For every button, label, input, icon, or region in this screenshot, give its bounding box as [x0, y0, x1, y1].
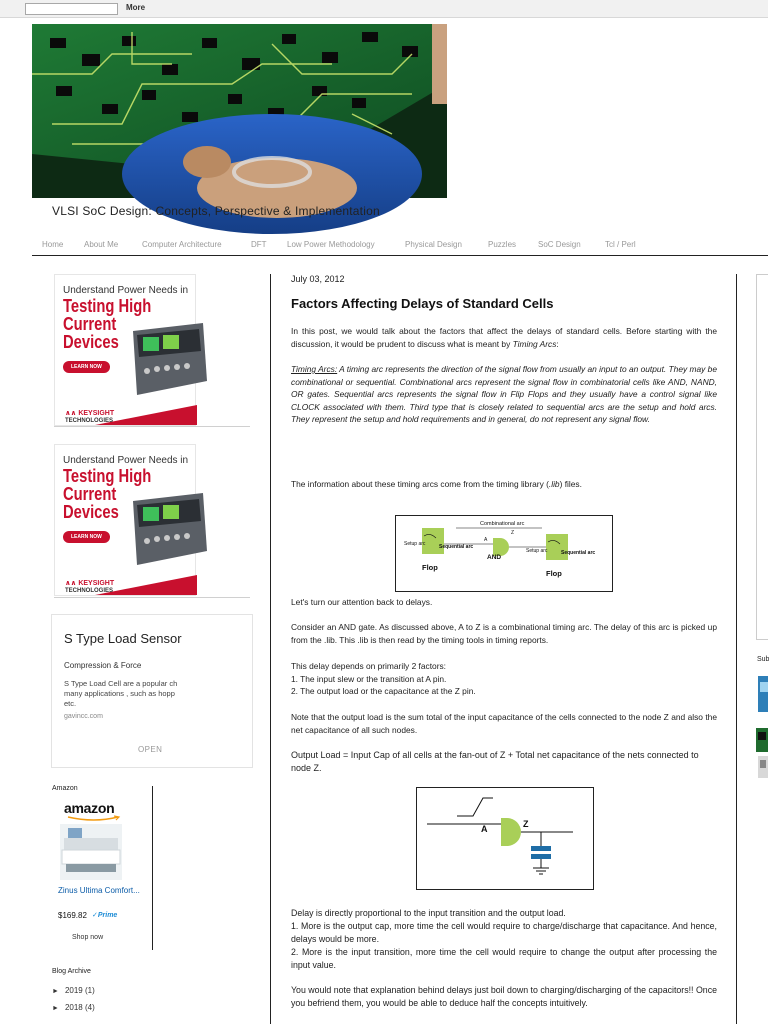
banner-illustration: [32, 24, 447, 198]
more-link[interactable]: More: [126, 3, 146, 12]
ad-big-text: Testing High Current Devices: [63, 466, 152, 522]
flop2-box: [546, 534, 568, 560]
flop-label-1: Flop: [422, 563, 438, 572]
right-sidebar-thumbnail[interactable]: [756, 728, 768, 752]
amazon-smile-icon: [66, 816, 122, 822]
product-price: $169.82: [58, 911, 87, 920]
sensor-ad[interactable]: [51, 614, 253, 768]
keysight-logo: ∧∧ KEYSIGHT TECHNOLOGIES: [65, 580, 115, 594]
ad-headline: Understand Power Needs in: [63, 455, 189, 466]
product-image[interactable]: [60, 824, 122, 880]
sensor-ad-body: S Type Load Cell are a popular ch many applications , such as hopp etc.: [64, 679, 178, 708]
archive-item[interactable]: ► 2019 (1): [52, 986, 95, 995]
and-gate-load-diagram-svg: [417, 788, 593, 889]
delays-paragraph: Let's turn our attention back to delays.: [291, 597, 433, 607]
top-navbar: [0, 0, 768, 18]
prime-badge: ✓Prime: [92, 912, 118, 919]
search-input[interactable]: [25, 3, 118, 15]
blog-archive-title: Blog Archive: [52, 968, 91, 975]
ad-headline: Understand Power Needs in: [63, 285, 189, 296]
output-load-note: Note that the output load is the sum total of the input capacitance of the cells connected to the node Z and also the net capacitance of all such nodes.: [291, 712, 717, 735]
sensor-ad-title[interactable]: S Type Load Sensor: [64, 631, 182, 646]
product-name-link[interactable]: Zinus Ultima Comfort...: [58, 886, 140, 895]
power-supply-device-image: [127, 491, 209, 569]
tab-tcl-perl[interactable]: Tcl / Perl: [605, 240, 636, 249]
and-gate-shape: [501, 818, 521, 846]
keysight-ad[interactable]: [54, 444, 196, 596]
blog-title[interactable]: VLSI SoC Design: Concepts, Perspective & Implementation: [52, 204, 380, 218]
setup-arc-label-2: Setup arc: [526, 548, 548, 554]
and-gate-paragraph: Consider an AND gate. As discussed above, A to Z is a combinational timing arc. The delay of this arc is picked up from the .lib. This .lib is then read by the timing tools in timing reports.: [291, 622, 717, 645]
tab-low-power-methodology[interactable]: Low Power Methodology: [287, 240, 375, 249]
timing-arcs-diagram: [395, 515, 613, 592]
page-tabs: [32, 232, 768, 256]
tab-dft[interactable]: DFT: [251, 240, 267, 249]
tab-home[interactable]: Home: [42, 240, 64, 249]
expand-triangle-icon[interactable]: ►: [52, 988, 59, 995]
widget-divider: [152, 786, 153, 950]
amazon-logo: amazon: [64, 800, 115, 816]
keysight-logo: ∧∧ KEYSIGHT TECHNOLOGIES: [65, 410, 115, 424]
open-button[interactable]: OPEN: [138, 745, 163, 754]
right-sidebar-widget: [756, 274, 768, 640]
column-divider: [736, 274, 737, 1024]
setup-arc-label-1: Setup arc: [404, 541, 426, 547]
delay-point-1: 1. More is the output cap, more time the cell would require to charge/discharge that capacitance. And hence, delays would be more.: [291, 921, 717, 944]
input-slew-waveform: [457, 798, 493, 816]
amazon-widget-label: Amazon: [52, 785, 78, 792]
timing-library-paragraph: The information about these timing arcs come from the timing library (.lib) files.: [291, 479, 582, 489]
timing-arcs-diagram-svg: [396, 516, 612, 591]
tab-computer-architecture[interactable]: Computer Architecture: [142, 240, 222, 249]
timing-arcs-paragraph: Timing Arcs: A timing arc represents the direction of the signal flow from usually an input to an output. They may be combinational or sequential. Combinational arcs represent the signal flow in combinatorial cells like AND, NAND, OR gates. Sequential arcs represents the signal flow in Flip Flops and they usually have a control signal like CLOCK associated with them. Third type that is closely related to sequential arcs are the setup and hold arcs. They represent the setup and hold requirements and in general, do not represent any signal flow.: [291, 364, 717, 425]
keysight-ad[interactable]: [54, 274, 196, 426]
sensor-ad-domain: gavincc.com: [64, 713, 103, 720]
ad-big-text: Testing High Current Devices: [63, 296, 152, 352]
sequential-arc-label-1: Sequential arc: [439, 544, 474, 550]
power-supply-device-image: [127, 321, 209, 399]
subscribe-label: Sub: [757, 656, 769, 663]
ad-separator: [54, 426, 250, 427]
pin-z-label: Z: [523, 819, 529, 829]
right-sidebar-thumbnail[interactable]: [758, 756, 768, 778]
learn-now-button[interactable]: LEARN NOW: [63, 361, 110, 373]
tab-puzzles[interactable]: Puzzles: [488, 240, 517, 249]
delay-point-2: 2. More is the input transition, more time the cell would require to change the output after processing the input value.: [291, 947, 717, 970]
sequential-arc-label-2: Sequential arc: [561, 550, 596, 556]
sensor-ad-subtitle: Compression & Force: [64, 661, 142, 670]
combinational-arc-label: Combinational arc: [480, 521, 525, 527]
delay-proportional-paragraph: Delay is directly proportional to the input transition and the output load.: [291, 908, 566, 918]
post-title[interactable]: Factors Affecting Delays of Standard Cells: [291, 296, 554, 311]
factors-list: This delay depends on primarily 2 factors: 1. The input slew or the transition at A pin. 2. The output load or the capacitance at the Z pin.: [291, 661, 476, 697]
learn-now-button[interactable]: LEARN NOW: [63, 531, 110, 543]
column-divider: [270, 274, 271, 1024]
archive-item[interactable]: ► 2018 (4): [52, 1003, 95, 1012]
ad-separator: [54, 597, 250, 598]
post-date: July 03, 2012: [291, 274, 345, 284]
and-gate-load-diagram: [416, 787, 594, 890]
closing-paragraph: You would note that explanation behind delays just boil down to charging/discharging of the capacitors!! Once you befriend them, you would be able to deduce half the concepts intuitively.: [291, 985, 717, 1008]
capacitor-plate-top: [531, 846, 551, 851]
tab-physical-design[interactable]: Physical Design: [405, 240, 462, 249]
post-intro: In this post, we would talk about the factors that affect the delays of standard cells. Before starting with the discussion, it would be prudent to discuss what is meant by Timing Arcs:: [291, 326, 717, 349]
pin-a-label: A: [484, 537, 488, 543]
right-sidebar-thumbnail[interactable]: [758, 676, 768, 712]
header-banner-image[interactable]: [32, 24, 447, 198]
shop-now-button[interactable]: Shop now: [72, 934, 104, 941]
pin-a-label: A: [481, 824, 488, 834]
output-load-formula: Output Load = Input Cap of all cells at the fan-out of Z + Total net capacitance of the nets connected to node Z.: [291, 750, 699, 773]
and-label: AND: [487, 554, 502, 561]
expand-triangle-icon[interactable]: ►: [52, 1005, 59, 1012]
amazon-widget[interactable]: [56, 794, 152, 950]
pin-z-label: Z: [511, 530, 515, 536]
tab-about-me[interactable]: About Me: [84, 240, 119, 249]
capacitor-plate-bottom: [531, 854, 551, 859]
tab-soc-design[interactable]: SoC Design: [538, 240, 581, 249]
flop-label-2: Flop: [546, 569, 562, 578]
